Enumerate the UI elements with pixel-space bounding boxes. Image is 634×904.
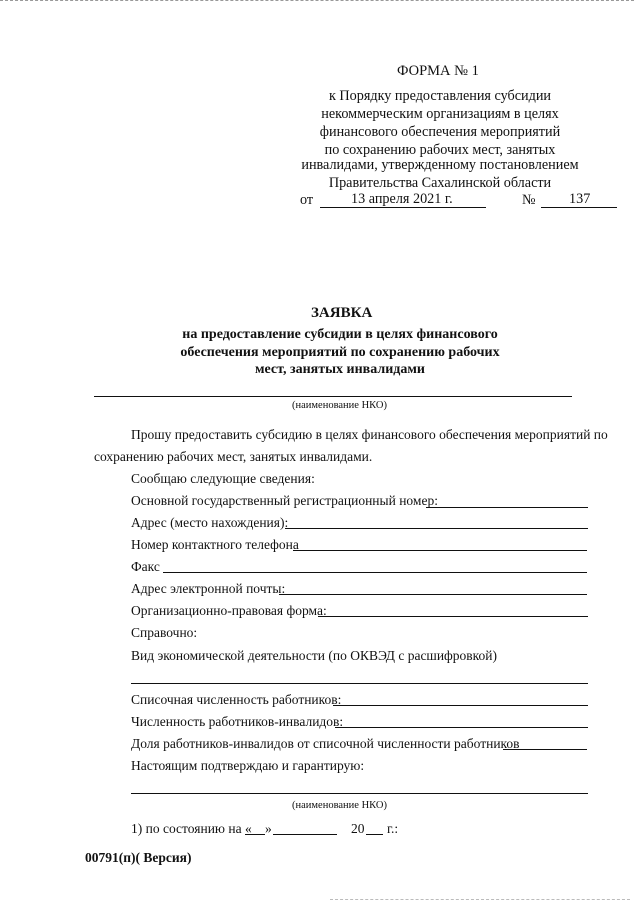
- phone-label: Номер контактного телефона: [131, 537, 299, 552]
- number-prefix: №: [522, 192, 536, 208]
- decree-number: 137: [569, 191, 591, 207]
- item1-suffix: г.:: [387, 821, 399, 836]
- title-sub-1: на предоставление субсидии в целях финансового: [182, 327, 498, 342]
- okved-field[interactable]: [131, 683, 588, 684]
- ogrn-field[interactable]: [426, 507, 588, 508]
- address-field[interactable]: [285, 528, 588, 529]
- decree-date: 13 апреля 2021 г.: [351, 191, 453, 207]
- application-title: ЗАЯВКА: [311, 305, 373, 321]
- item1-year-prefix: 20: [351, 821, 365, 836]
- header-line-2: некоммерческим организациям в целях: [321, 106, 559, 122]
- item1-year-field[interactable]: [366, 834, 383, 835]
- org-name-caption-2: (наименование НКО): [292, 800, 387, 811]
- scan-bottom-edge: [330, 899, 630, 900]
- header-line-1: к Порядку предоставления субсидии: [328, 88, 552, 104]
- headcount-label: Списочная численность работников:: [131, 692, 342, 707]
- ogrn-label: Основной государственный регистрационный номер:: [131, 493, 438, 508]
- email-field[interactable]: [279, 594, 587, 595]
- item1-prefix: 1) по состоянию на «: [131, 821, 252, 836]
- header-line-5: инвалидами, утвержденному постановлением: [301, 157, 579, 173]
- header-line-3: финансового обеспечения мероприятий: [319, 124, 561, 140]
- org-name-line[interactable]: [94, 396, 572, 397]
- header-line-4: по сохранению рабочих мест, занятых: [324, 142, 556, 158]
- okved-label: Вид экономической деятельности (по ОКВЭД с расшифровкой): [131, 648, 498, 663]
- item1-quote-close: »: [265, 821, 272, 836]
- legal-form-label: Организационно-правовая форма:: [131, 603, 327, 618]
- scan-top-edge: [0, 0, 634, 1]
- footer-code: 00791(п)( Версия): [85, 850, 192, 865]
- disabled-count-field[interactable]: [335, 727, 588, 728]
- form-number: ФОРМА № 1: [397, 63, 479, 79]
- address-label: Адрес (место нахождения):: [131, 515, 289, 530]
- fax-label: Факс: [131, 559, 160, 574]
- confirm-label: Настоящим подтверждаю и гарантирую:: [131, 758, 365, 773]
- intro-line-2: сохранению рабочих мест, занятых инвалидами.: [94, 449, 373, 464]
- org-name-line-2[interactable]: [131, 793, 588, 794]
- legal-form-field[interactable]: [318, 616, 588, 617]
- disabled-share-label: Доля работников-инвалидов от списочной численности работников: [131, 736, 520, 751]
- fax-field[interactable]: [163, 572, 587, 573]
- title-sub-3: мест, занятых инвалидами: [255, 362, 425, 377]
- item1-day-field[interactable]: [245, 834, 265, 835]
- reference-label: Справочно:: [131, 625, 198, 640]
- intro-line-1: Прошу предоставить субсидию в целях финансового обеспечения мероприятий по: [131, 427, 608, 442]
- phone-field[interactable]: [293, 550, 587, 551]
- disabled-share-field[interactable]: [503, 749, 587, 750]
- org-name-caption: (наименование НКО): [292, 400, 387, 411]
- disabled-count-label: Численность работников-инвалидов:: [131, 714, 344, 729]
- date-prefix: от: [300, 192, 314, 208]
- item1-month-field[interactable]: [273, 834, 337, 835]
- email-label: Адрес электронной почты:: [131, 581, 286, 596]
- title-sub-2: обеспечения мероприятий по сохранению рабочих: [180, 345, 500, 360]
- headcount-field[interactable]: [333, 705, 588, 706]
- header-line-6: Правительства Сахалинской области: [328, 175, 552, 191]
- info-intro: Сообщаю следующие сведения:: [131, 471, 315, 486]
